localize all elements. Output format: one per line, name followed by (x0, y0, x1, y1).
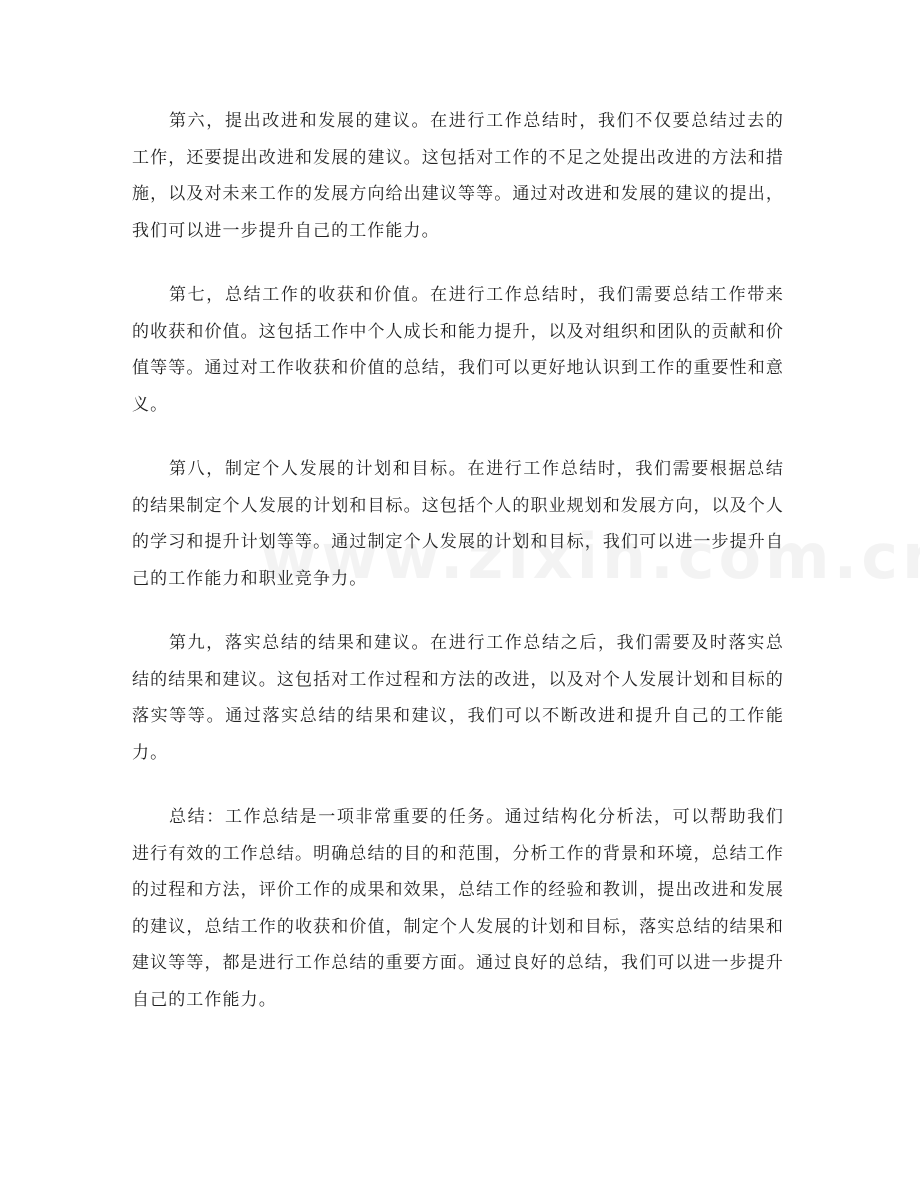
paragraph-ninth: 第九，落实总结的结果和建议。在进行工作总结之后，我们需要及时落实总结的结果和建议。这包括对工作过程和方法的改进，以及对个人发展计划和目标的落实等等。通过落实总结的结果和建议，我们可以不断改进和提升自己的工作能力。 (132, 633, 784, 763)
paragraph-seventh: 第七，总结工作的收获和价值。在进行工作总结时，我们需要总结工作带来的收获和价值。这包括工作中个人成长和能力提升，以及对组织和团队的贡献和价值等等。通过对工作收获和价值的总结，我们可以更好地认识到工作的重要性和意义。 (132, 285, 784, 415)
document-body (132, 103, 784, 1046)
paragraph-summary: 总结：工作总结是一项非常重要的任务。通过结构化分析法，可以帮助我们进行有效的工作总结。明确总结的目的和范围，分析工作的背景和环境，总结工作的过程和方法，评价工作的成果和效果，总结工作的经验和教训，提出改进和发展的建议，总结工作的收获和价值，制定个人发展的计划和目标，落实总结的结果和建议等等，都是进行工作总结的重要方面。通过良好的总结，我们可以进一步提升自己的工作能力。 (132, 807, 784, 1010)
paragraph-eighth: 第八，制定个人发展的计划和目标。在进行工作总结时，我们需要根据总结的结果制定个人发展的计划和目标。这包括个人的职业规划和发展方向，以及个人的学习和提升计划等等。通过制定个人发展的计划和目标，我们可以进一步提升自己的工作能力和职业竞争力。 (132, 459, 784, 589)
paragraph-sixth: 第六，提出改进和发展的建议。在进行工作总结时，我们不仅要总结过去的工作，还要提出改进和发展的建议。这包括对工作的不足之处提出改进的方法和措施，以及对未来工作的发展方向给出建议等等。通过对改进和发展的建议的提出，我们可以进一步提升自己的工作能力。 (132, 111, 784, 241)
